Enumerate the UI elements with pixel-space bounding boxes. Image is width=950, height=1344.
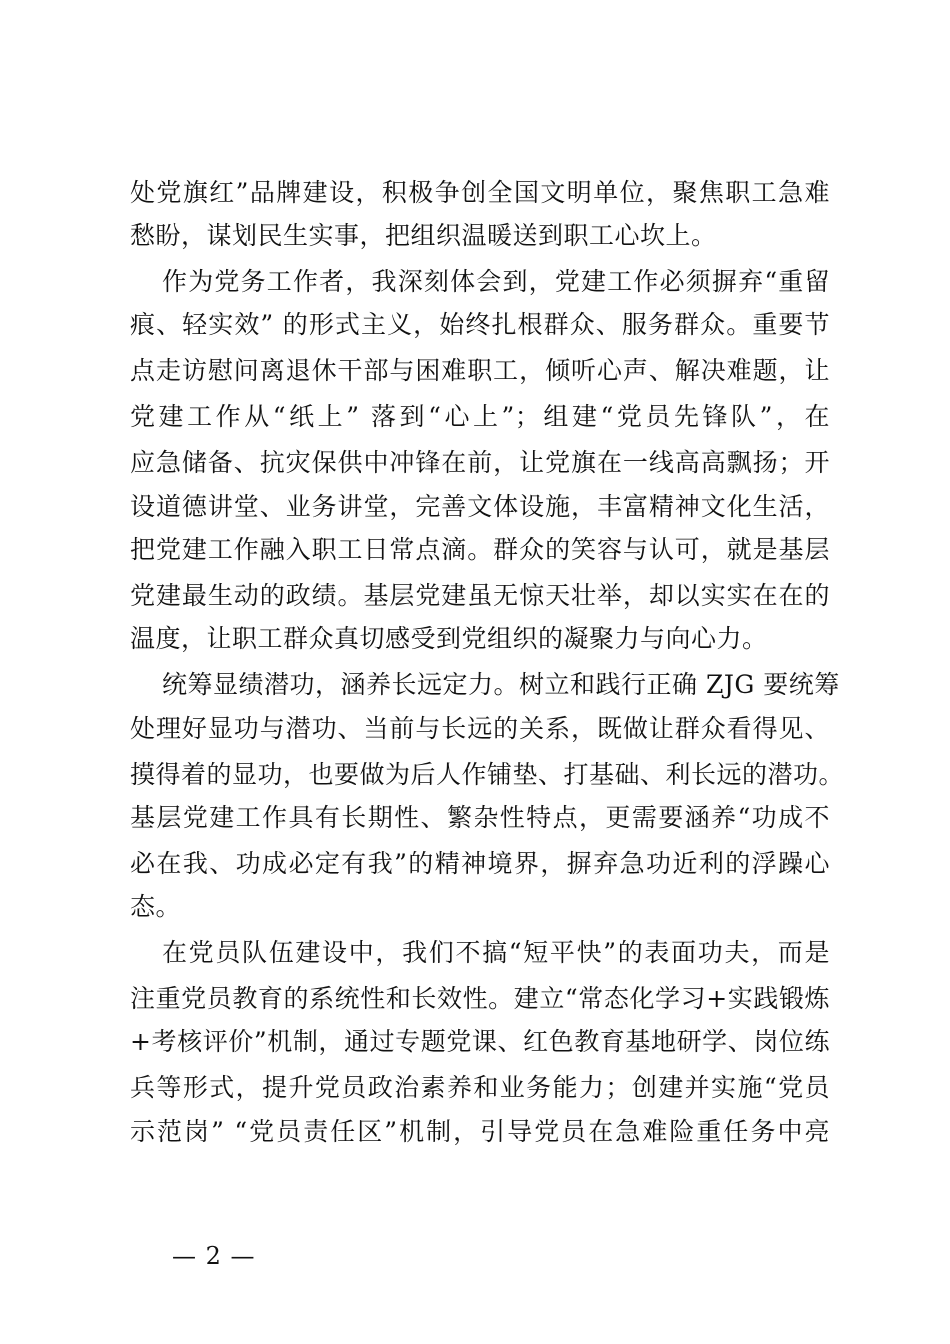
text-line: 注重党员教育的系统性和长效性。建立“常态化学习+实践锻炼 (130, 984, 830, 1013)
text-line: 党建工作从“纸上” 落到“心上”；组建“党员先锋队”，在 (130, 402, 830, 431)
text-line: 痕、轻实效” 的形式主义，始终扎根群众、服务群众。重要节 (130, 310, 830, 339)
text-line: 示范岗” “党员责任区”机制，引导党员在急难险重任务中亮 (130, 1117, 830, 1146)
text-line: 处党旗红”品牌建设，积极争创全国文明单位，聚焦职工急难 (130, 178, 830, 207)
text-line: 态。 (130, 892, 182, 921)
page-number: — 2 — (172, 1242, 256, 1270)
text-line: 兵等形式，提升党员政治素养和业务能力；创建并实施“党员 (130, 1073, 830, 1102)
text-line: 处理好显功与潜功、当前与长远的关系，既做让群众看得见、 (130, 714, 830, 743)
text-line: 作为党务工作者，我深刻体会到，党建工作必须摒弃“重留 (162, 267, 830, 296)
text-line: 党建最生动的政绩。基层党建虽无惊天壮举，却以实实在在的 (130, 581, 830, 610)
text-line: 摸得着的显功，也要做为后人作铺垫、打基础、利长远的潜功。 (130, 760, 845, 789)
text-line: 基层党建工作具有长期性、繁杂性特点，更需要涵养“功成不 (130, 803, 830, 832)
text-line: 设道德讲堂、业务讲堂，完善文体设施，丰富精神文化生活， (130, 492, 830, 521)
text-line: 必在我、功成必定有我”的精神境界，摒弃急功近利的浮躁心 (130, 849, 830, 878)
text-line: 把党建工作融入职工日常点滴。群众的笑容与认可，就是基层 (130, 535, 830, 564)
text-line: 应急储备、抗灾保供中冲锋在前，让党旗在一线高高飘扬；开 (130, 448, 830, 477)
text-line: 在党员队伍建设中，我们不搞“短平快”的表面功夫，而是 (162, 938, 830, 967)
text-line: 愁盼，谋划民生实事，把组织温暖送到职工心坎上。 (130, 221, 717, 250)
text-line: 统筹显绩潜功，涵养长远定力。树立和践行正确 ZJG 要统筹 (162, 670, 840, 699)
text-line: +考核评价”机制，通过专题党课、红色教育基地研学、岗位练 (130, 1027, 830, 1056)
text-line: 点走访慰问离退休干部与困难职工，倾听心声、解决难题，让 (130, 356, 830, 385)
text-line: 温度，让职工群众真切感受到党组织的凝聚力与向心力。 (130, 624, 768, 653)
